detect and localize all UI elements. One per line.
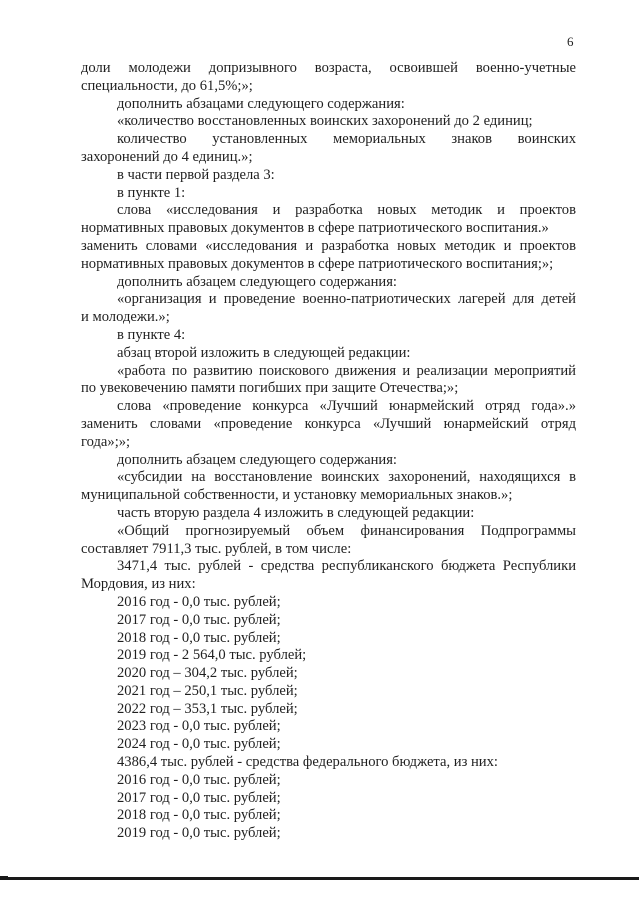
text-line: 2023 год - 0,0 тыс. рублей; [117, 718, 281, 735]
scan-edge-mark [0, 876, 8, 880]
text-line: 2016 год - 0,0 тыс. рублей; [117, 771, 281, 788]
text-line: в пункте 4: [117, 326, 186, 343]
text-line: 2017 год - 0,0 тыс. рублей; [117, 611, 281, 628]
text-line: «организация и проведение военно-патриотических лагерей для детей [117, 291, 576, 308]
text-line: доли молодежи допризывного возраста, освоившей военно-учетные [81, 60, 576, 76]
text-line: заменить словами «проведение конкурса «Лучший юнармейский отряд [81, 415, 576, 432]
text-line: 2019 год - 0,0 тыс. рублей; [117, 825, 281, 842]
text-line: 2017 год - 0,0 тыс. рублей; [117, 789, 281, 806]
text-line: и молодежи.»; [81, 309, 170, 326]
text-line: 3471,4 тыс. рублей - средства республиканского бюджета Республики [117, 558, 576, 575]
text-line: «субсидии на восстановление воинских захоронений, находящихся в [117, 469, 576, 486]
text-line: 2018 год - 0,0 тыс. рублей; [117, 807, 281, 824]
text-line: года»;»; [81, 433, 131, 450]
text-line: в части первой раздела 3: [117, 166, 275, 183]
text-line: «количество восстановленных воинских захоронений до 2 единиц; [117, 113, 533, 130]
text-line: муниципальной собственности, и установку мемориальных знаков.»; [81, 487, 513, 504]
text-line: Мордовия, из них: [81, 576, 196, 593]
text-line: количество установленных мемориальных знаков воинских [117, 131, 576, 148]
text-line: слова «проведение конкурса «Лучший юнармейский отряд года».» [117, 398, 576, 415]
text-line: слова «исследования и разработка новых методик и проектов [117, 202, 576, 219]
text-line: по увековечению памяти погибших при защите Отечества;»; [81, 380, 459, 397]
text-line: «Общий прогнозируемый объем финансирования Подпрограммы [117, 522, 576, 539]
text-line: 2024 год - 0,0 тыс. рублей; [117, 736, 281, 753]
text-line: 4386,4 тыс. рублей - средства федерального бюджета, из них: [117, 754, 498, 771]
text-line: абзац второй изложить в следующей редакции: [117, 344, 411, 361]
text-line: захоронений до 4 единиц.»; [81, 148, 253, 165]
text-line: дополнить абзацем следующего содержания: [117, 451, 397, 468]
document-body [81, 60, 576, 843]
text-line: специальности, до 61,5%;»; [81, 77, 253, 94]
text-line: 2021 год – 250,1 тыс. рублей; [117, 682, 298, 699]
text-line: дополнить абзацем следующего содержания: [117, 273, 397, 290]
text-line: часть вторую раздела 4 изложить в следующей редакции: [117, 504, 475, 521]
text-line: 2020 год – 304,2 тыс. рублей; [117, 665, 298, 682]
text-line: 2022 год – 353,1 тыс. рублей; [117, 700, 298, 717]
text-line: нормативных правовых документов в сфере патриотического воспитания;»; [81, 255, 554, 272]
text-line: дополнить абзацами следующего содержания: [117, 95, 405, 112]
text-line: в пункте 1: [117, 184, 186, 201]
text-line: 2016 год - 0,0 тыс. рублей; [117, 593, 281, 610]
page-number: 6 [567, 34, 574, 49]
page-bottom-rule [8, 877, 639, 880]
text-line: заменить словами «исследования и разработка новых методик и проектов [81, 237, 576, 254]
text-line: 2018 год - 0,0 тыс. рублей; [117, 629, 281, 646]
text-line: 2019 год - 2 564,0 тыс. рублей; [117, 647, 307, 664]
text-line: составляет 7911,3 тыс. рублей, в том числе: [81, 540, 352, 557]
text-line: нормативных правовых документов в сфере патриотического воспитания.» [81, 220, 549, 237]
text-line: «работа по развитию поискового движения и реализации мероприятий [117, 362, 576, 379]
